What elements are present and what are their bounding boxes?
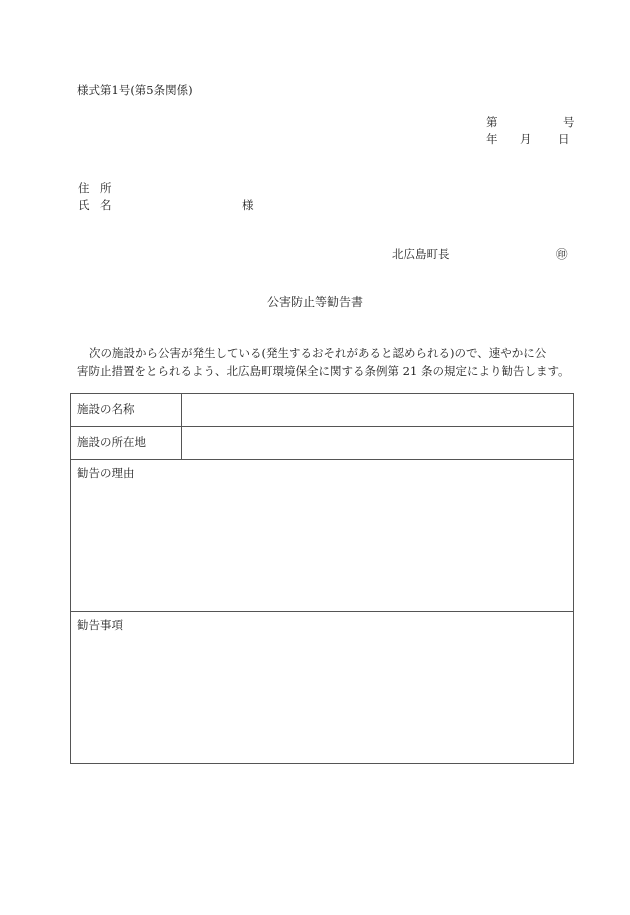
items-row [71, 612, 574, 764]
facility-location-label: 施設の所在地 [71, 427, 182, 460]
facility-name-value [182, 394, 574, 427]
recommendation-table [70, 393, 574, 764]
reason-label: 勧告の理由 [71, 460, 574, 612]
facility-name-row [71, 394, 574, 427]
name-label-1: 氏 [78, 198, 90, 212]
doc-number-suffix: 号 [563, 115, 575, 129]
address-label-2: 所 [100, 181, 112, 195]
reason-row [71, 460, 574, 612]
items-label: 勧告事項 [71, 612, 574, 764]
issuer-name: 北広島町長 [392, 247, 450, 261]
doc-number-prefix: 第 [486, 115, 498, 129]
name-label-2: 名 [100, 198, 112, 212]
body-line-2: 害防止措置をとられるよう、北広島町環境保全に関する条例第 21 条の規定により勧告します。 [77, 364, 570, 378]
body-line-1: 次の施設から公害が発生している(発生するおそれがあると認められる)ので、速やかに公 [89, 346, 547, 360]
honorific: 様 [242, 198, 254, 212]
date-year: 年 [486, 132, 498, 146]
address-label-1: 住 [78, 181, 90, 195]
seal-mark: ㊞ [556, 247, 568, 261]
date-day: 日 [558, 132, 570, 146]
facility-location-row [71, 427, 574, 460]
form-number: 様式第1号(第5条関係) [77, 83, 193, 97]
facility-name-label: 施設の名称 [71, 394, 182, 427]
facility-location-value [182, 427, 574, 460]
document-title: 公害防止等勧告書 [266, 295, 363, 309]
date-month: 月 [520, 132, 532, 146]
